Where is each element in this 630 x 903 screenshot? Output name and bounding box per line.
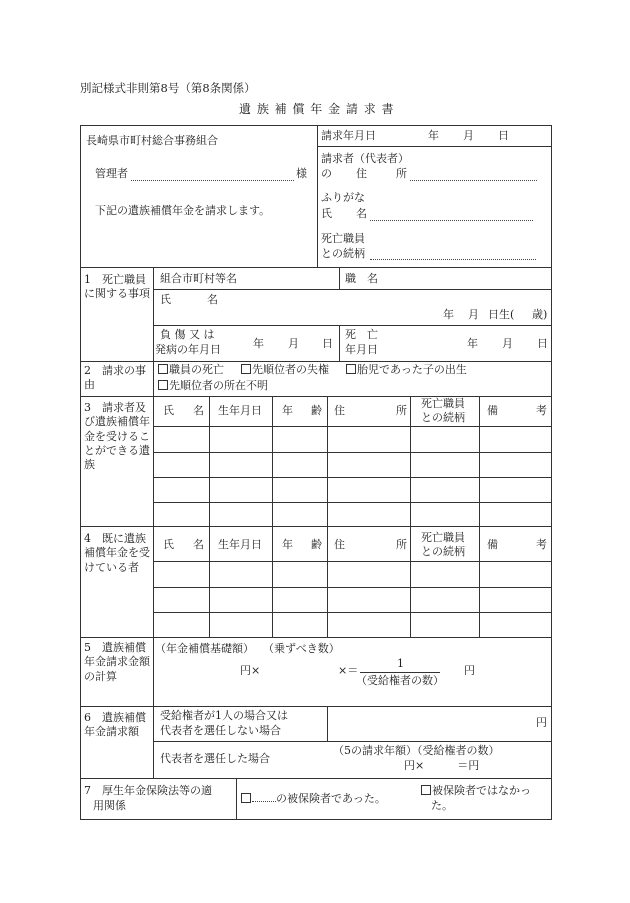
sec4-title: 4 既に遺族補償年金を受けている者 <box>84 532 150 574</box>
reason-unknown[interactable]: 先順位者の所在不明 <box>158 380 268 393</box>
reason-fetus[interactable]: 胎児であった子の出生 <box>346 364 467 377</box>
yen-times: 円× <box>240 664 261 677</box>
claimant-address-field[interactable] <box>410 180 537 181</box>
fraction-bar <box>360 672 440 673</box>
single-label-2: 代表者を選任しない場合 <box>160 724 281 737</box>
request-text: 下記の遺族補償年金を請求します。 <box>95 204 271 217</box>
col-birth: 生年月日 <box>218 404 262 417</box>
fraction-denominator: （受給権者の数） <box>356 674 444 687</box>
col-address-1: 住 <box>334 404 345 417</box>
injury-label-1: 負 傷 又 は <box>160 328 215 341</box>
sec2-title: 2 請求の事由 <box>84 364 146 392</box>
col-name-2: 名 <box>193 538 204 551</box>
rep-label: 代表者を選任した場合 <box>160 752 270 765</box>
birth-age: 歳) <box>532 308 548 321</box>
request-date-label: 請求年月日 <box>321 129 376 142</box>
col-name-2: 名 <box>193 404 204 417</box>
address-label-1: の <box>321 167 332 180</box>
not-insured-option[interactable]: 被保険者ではなかっ <box>421 785 531 798</box>
col-age-2: 齢 <box>311 538 322 551</box>
form-reference: 別記様式非則第8号（第8条関係） <box>80 81 256 95</box>
relation-label-2: との続柄 <box>321 247 365 260</box>
birth-year: 年 <box>443 308 454 321</box>
col-remarks-1: 備 <box>487 538 498 551</box>
address-label-3: 所 <box>396 167 407 180</box>
death-day: 日 <box>537 337 548 350</box>
reason-death[interactable]: 職員の死亡 <box>158 364 224 377</box>
multiplier-label: （乗ずべき数） <box>263 642 340 655</box>
form-title: 遺 族 補 償 年 金 請 求 書 <box>239 102 395 116</box>
death-month: 月 <box>502 337 513 350</box>
furigana-label: ふりがな <box>321 191 365 204</box>
injury-label-2: 発病の年月日 <box>155 343 221 356</box>
request-date-month: 月 <box>463 129 474 142</box>
col-age-1: 年 <box>282 404 293 417</box>
sec7-title-1: 7 厚生年金保険法等の適 <box>84 784 212 797</box>
sec3-title: 3 請求者及び遺族補償年金を受けることができる遺族 <box>84 401 150 472</box>
injury-year: 年 <box>253 337 264 350</box>
claimant-name-field[interactable] <box>370 220 533 221</box>
sec6-yen: 円 <box>536 716 547 729</box>
col-remarks-2: 考 <box>536 538 547 551</box>
col-birth: 生年月日 <box>218 538 262 551</box>
sec7-title-2: 用関係 <box>93 799 126 812</box>
checkbox-icon <box>241 793 251 803</box>
sec5-title: 5 遺族補償年金請求金額の計算 <box>84 641 150 683</box>
fraction-numerator: 1 <box>397 657 404 670</box>
col-relation-2: との続柄 <box>421 411 465 424</box>
death-year: 年 <box>467 337 478 350</box>
formula-bottom: 円× ＝円 <box>404 759 480 772</box>
manager-label: 管理者 <box>95 167 128 180</box>
relation-label-1: 死亡職員 <box>321 232 365 245</box>
checkbox-icon <box>421 785 431 795</box>
manager-name-field[interactable] <box>131 180 294 181</box>
reason-missing[interactable]: 先順位者の失権 <box>241 364 329 377</box>
request-date-year: 年 <box>428 129 439 142</box>
formula-top: （5の請求年額）（受給権者の数） <box>333 744 500 757</box>
birth-day: 日生( <box>488 308 515 321</box>
name-label-1: 氏 <box>321 207 332 220</box>
col-address-2: 所 <box>396 538 407 551</box>
col-address-1: 住 <box>334 538 345 551</box>
deceased-name-label-2: 名 <box>207 293 218 306</box>
col-relation-2: との続柄 <box>421 545 465 558</box>
deceased-name-label-1: 氏 <box>160 293 171 306</box>
name-label-2: 名 <box>356 207 367 220</box>
col-name-1: 氏 <box>163 538 174 551</box>
times-equals: ×＝ <box>338 664 359 677</box>
sec5-yen: 円 <box>464 664 475 677</box>
death-label-1: 死 亡 <box>345 328 378 341</box>
claimant-relation-field[interactable] <box>370 259 536 260</box>
birth-month: 月 <box>468 308 479 321</box>
checkbox-icon <box>346 364 356 374</box>
col-name-1: 氏 <box>163 404 174 417</box>
col-age-1: 年 <box>282 538 293 551</box>
sec1-title: 1 死亡職員に関する事項 <box>84 273 150 301</box>
checkbox-icon <box>241 364 251 374</box>
claimant-label: 請求者（代表者） <box>321 152 409 165</box>
col-remarks-1: 備 <box>487 404 498 417</box>
address-label-2: 住 <box>356 167 367 180</box>
sec6-title: 6 遺族補償年金請求額 <box>84 711 146 739</box>
col-relation-1: 死亡職員 <box>421 531 465 544</box>
checkbox-icon <box>158 364 168 374</box>
col-age-2: 齢 <box>311 404 322 417</box>
post-label: 職 名 <box>345 272 378 285</box>
org-name: 長崎県市町村総合事務組合 <box>86 134 218 147</box>
death-label-2: 年月日 <box>345 343 378 356</box>
injury-month: 月 <box>288 337 299 350</box>
request-date-day: 日 <box>498 129 509 142</box>
col-address-2: 所 <box>396 404 407 417</box>
col-remarks-2: 考 <box>536 404 547 417</box>
col-relation-1: 死亡職員 <box>421 397 465 410</box>
injury-day: 日 <box>322 337 333 350</box>
insured-option[interactable]: の被保険者であった。 <box>241 793 386 806</box>
checkbox-icon <box>158 380 168 390</box>
not-insured-cont: た。 <box>431 799 453 812</box>
single-label-1: 受給権者が1人の場合又は <box>160 709 288 722</box>
sama-label: 様 <box>296 167 307 180</box>
basis-label: （年金補償基礎額） <box>155 642 254 655</box>
union-label: 組合市町村等名 <box>160 272 237 285</box>
